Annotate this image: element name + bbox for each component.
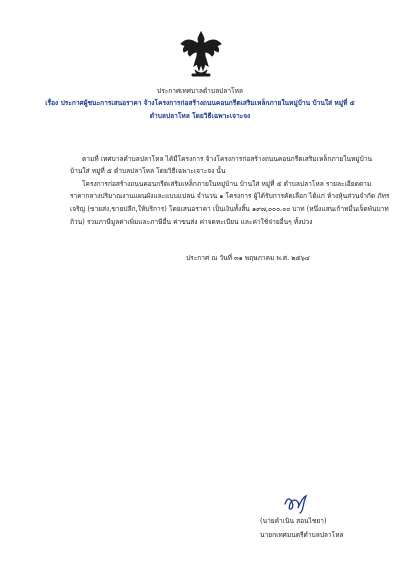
issuer-title: ประกาศเทศบาลตำบลปลาโหล <box>157 87 243 95</box>
signature-scribble-icon <box>282 492 310 514</box>
paragraph-2-line-1: โครงการก่อสร้างถนนคอนกรีตเสริมเหล็กภายในหมู่บ้าน บ้านใส่ หมู่ที่ ๕ ตำบลปลาโหล รายละเอียดตาม <box>82 180 372 188</box>
signer-name: (นายคำเนิน สอนไชยา) <box>260 517 327 525</box>
paragraph-1-line-2: บ้านใส่ หมู่ที่ ๕ ตำบลปลาโหล โดยวิธีเฉพาะเจาะจง นั้น <box>70 167 226 175</box>
paragraph-1-line-1: ตามที่ เทศบาลตำบลปลาโหล ได้มีโครงการ จ้างโครงการก่อสร้างถนนคอนกรีตเสริมเหล็กภายในหมู่บ้าน <box>82 155 373 163</box>
garuda-emblem-icon <box>178 30 224 78</box>
announcement-date: ประกาศ ณ วันที่ ๓๑ พฤษภาคม พ.ศ. ๒๕๖๔ <box>186 254 310 262</box>
subject-line-1: เรื่อง ประกาศผู้ชนะการเสนอราคา จ้างโครงการก่อสร้างถนนคอนกรีตเสริมเหล็กภายในหมู่บ้าน บ้านใส่ หมู่ที่ ๕ <box>45 99 355 107</box>
subject-line-2: ตำบลปลาโหล โดยวิธีเฉพาะเจาะจง <box>149 112 251 120</box>
paragraph-2-line-2: ราคากลางปริมาณงานแผนผังและแบบแปลน จำนวน ๑ โครงการ ผู้ได้รับการคัดเลือก ได้แก่ ห้างหุ้นส่วนจำกัด ภัทร <box>70 192 390 200</box>
paragraph-2-line-4: ถ้วน) รวมภาษีมูลค่าเพิ่มและภาษีอื่น ค่าขนส่ง ค่าจดทะเบียน และค่าใช้จ่ายอื่นๆ ทั้งปวง <box>70 218 313 226</box>
signer-position: นายกเทศมนตรีตำบลปลาโหล <box>260 531 344 539</box>
paragraph-2-line-3: เจริญ (ขายส่ง,ขายปลีก,ให้บริการ) โดยเสนอราคา เป็นเงินทั้งสิ้น ๑๙๗,๐๐๐.๐๐ บาท (หนึ่งแสนเก้าหมื่นเจ็ดพันบาท <box>70 205 389 213</box>
